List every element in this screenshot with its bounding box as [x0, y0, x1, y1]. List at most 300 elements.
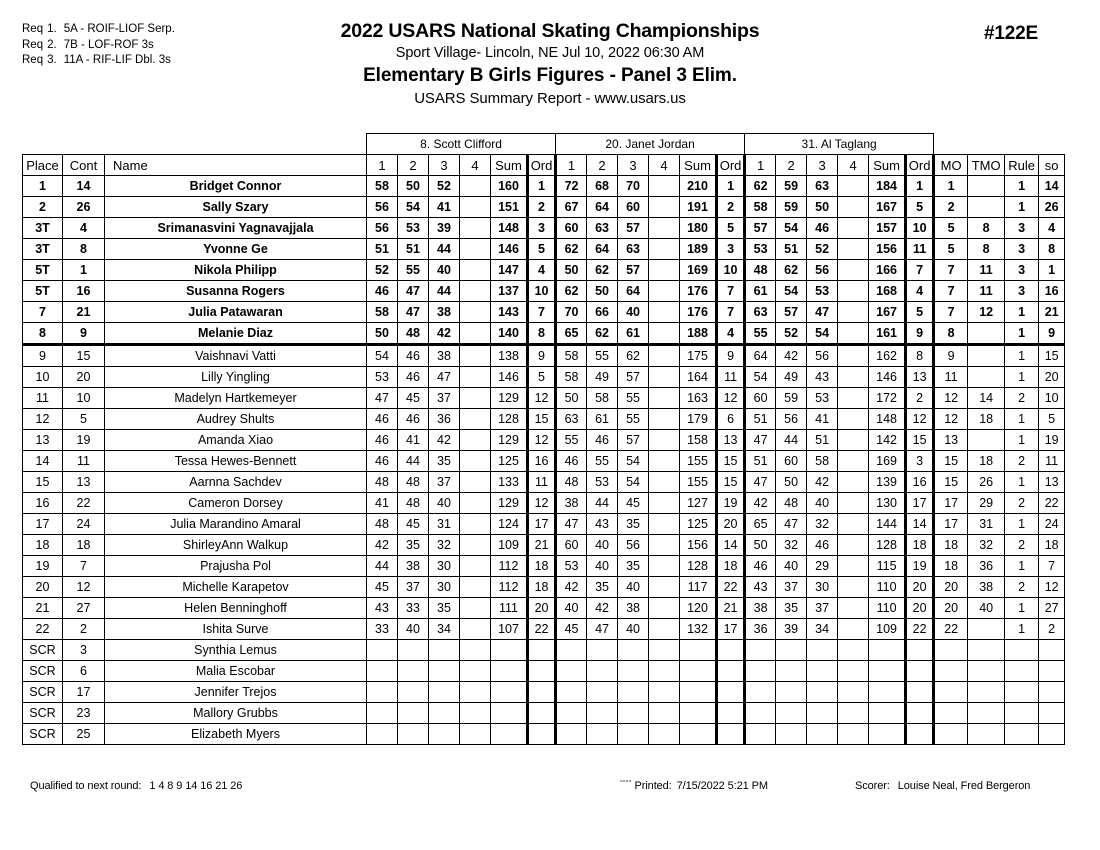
cell-place: SCR: [23, 724, 63, 745]
cell-judge3-fig2: 51: [776, 239, 807, 260]
cell-mo: [934, 682, 968, 703]
cell-judge1-fig2: 46: [398, 409, 429, 430]
cell-place: 1: [23, 176, 63, 197]
cell-judge1-sum: 148: [491, 218, 528, 239]
table-row: [23, 724, 1065, 745]
cell-judge1-ord: 8: [528, 323, 556, 345]
cell-judge1-fig2: 55: [398, 260, 429, 281]
column-header-place: Place: [23, 155, 63, 176]
cell-place: 12: [23, 409, 63, 430]
column-header-j3-sum: Sum: [869, 155, 906, 176]
cell-place: 20: [23, 577, 63, 598]
cell-judge1-fig3: 30: [429, 556, 460, 577]
requirement-number: 2.: [47, 38, 57, 51]
column-header-j3-ord: Ord: [906, 155, 934, 176]
cell-judge2-fig1: 42: [556, 577, 587, 598]
cell-place: 19: [23, 556, 63, 577]
cell-judge2-ord: 22: [717, 577, 745, 598]
cell-tmo: [968, 323, 1005, 345]
cell-tmo: 36: [968, 556, 1005, 577]
cell-rule: 3: [1005, 218, 1039, 239]
cell-mo: 18: [934, 556, 968, 577]
cell-judge3-fig1: [745, 724, 776, 745]
cell-judge3-fig1: 64: [745, 345, 776, 367]
cell-judge3-ord: 14: [906, 514, 934, 535]
column-header-name: Name: [105, 155, 367, 176]
cell-tmo: 18: [968, 451, 1005, 472]
cell-judge2-fig4: [649, 239, 680, 260]
cell-cont: 22: [63, 493, 105, 514]
cell-judge3-fig1: 50: [745, 535, 776, 556]
table-row: [23, 345, 1065, 367]
cell-judge2-ord: [717, 640, 745, 661]
cell-mo: 1: [934, 176, 968, 197]
cell-judge2-fig3: [618, 640, 649, 661]
cell-judge2-fig2: 40: [587, 535, 618, 556]
cell-so: 7: [1039, 556, 1065, 577]
cell-judge3-fig1: 47: [745, 430, 776, 451]
cell-judge2-ord: 7: [717, 302, 745, 323]
cell-judge2-sum: 188: [680, 323, 717, 345]
cell-judge3-fig3: 34: [807, 619, 838, 640]
cell-so: 2: [1039, 619, 1065, 640]
cell-so: [1039, 724, 1065, 745]
cell-judge1-fig4: [460, 451, 491, 472]
cell-judge2-sum: 155: [680, 472, 717, 493]
cell-judge3-fig4: [838, 367, 869, 388]
cell-so: 4: [1039, 218, 1065, 239]
cell-place: 22: [23, 619, 63, 640]
cell-judge2-sum: 132: [680, 619, 717, 640]
cell-judge1-ord: [528, 640, 556, 661]
cell-judge3-fig4: [838, 682, 869, 703]
cell-judge1-fig1: 44: [367, 556, 398, 577]
cell-judge2-ord: 20: [717, 514, 745, 535]
cell-judge3-sum: 184: [869, 176, 906, 197]
cell-place: 16: [23, 493, 63, 514]
cell-judge1-sum: [491, 682, 528, 703]
cell-judge2-fig3: 55: [618, 388, 649, 409]
cell-judge3-ord: 16: [906, 472, 934, 493]
cell-judge1-fig4: [460, 367, 491, 388]
cell-place: 21: [23, 598, 63, 619]
requirement-text: 7B - LOF-ROF 3s: [63, 38, 154, 51]
cell-judge2-fig4: [649, 703, 680, 724]
cell-name: Vaishnavi Vatti: [105, 345, 367, 367]
event-venue-date: Sport Village- Lincoln, NE Jul 10, 2022 06:30 AM: [395, 45, 705, 61]
cell-judge1-fig4: [460, 345, 491, 367]
cell-rule: 1: [1005, 302, 1039, 323]
cell-tmo: 11: [968, 281, 1005, 302]
cell-judge3-fig2: 60: [776, 451, 807, 472]
cell-judge3-fig3: 56: [807, 260, 838, 281]
cell-judge1-fig2: 33: [398, 598, 429, 619]
cell-judge1-ord: 9: [528, 345, 556, 367]
requirement-label: Req: [22, 54, 44, 66]
cell-rule: 1: [1005, 598, 1039, 619]
cell-judge3-sum: 110: [869, 577, 906, 598]
cell-judge2-fig2: [587, 661, 618, 682]
cell-cont: 15: [63, 345, 105, 367]
requirement-item: [22, 38, 175, 54]
cell-name: ShirleyAnn Walkup: [105, 535, 367, 556]
cell-cont: 13: [63, 472, 105, 493]
cell-judge3-sum: 139: [869, 472, 906, 493]
cell-judge3-fig4: [838, 472, 869, 493]
cell-judge1-sum: 112: [491, 556, 528, 577]
cell-judge2-ord: 3: [717, 239, 745, 260]
cell-judge3-ord: [906, 724, 934, 745]
cell-judge1-fig3: 38: [429, 302, 460, 323]
cell-judge1-sum: [491, 724, 528, 745]
cell-cont: 25: [63, 724, 105, 745]
cell-judge1-ord: 5: [528, 367, 556, 388]
cell-cont: 20: [63, 367, 105, 388]
cell-judge2-fig2: [587, 724, 618, 745]
cell-judge1-fig3: 52: [429, 176, 460, 197]
cell-judge2-fig3: 56: [618, 535, 649, 556]
cell-cont: 27: [63, 598, 105, 619]
cell-so: 8: [1039, 239, 1065, 260]
cell-judge2-sum: 155: [680, 451, 717, 472]
cell-judge2-sum: [680, 724, 717, 745]
cell-judge2-sum: 158: [680, 430, 717, 451]
cell-judge1-fig4: [460, 409, 491, 430]
cell-judge1-sum: [491, 703, 528, 724]
cell-judge1-fig3: 34: [429, 619, 460, 640]
cell-place: SCR: [23, 640, 63, 661]
cell-judge1-fig2: 45: [398, 388, 429, 409]
cell-judge3-fig1: 51: [745, 451, 776, 472]
cell-judge2-fig3: [618, 703, 649, 724]
table-row: [23, 367, 1065, 388]
table-row: [23, 556, 1065, 577]
cell-so: 21: [1039, 302, 1065, 323]
cell-judge2-fig1: [556, 682, 587, 703]
report-subtitle: USARS Summary Report - www.usars.us: [414, 90, 686, 107]
column-header-j2-fig3: 3: [618, 155, 649, 176]
cell-judge2-ord: 4: [717, 323, 745, 345]
cell-judge2-fig3: 57: [618, 260, 649, 281]
cell-judge2-ord: 14: [717, 535, 745, 556]
cell-tmo: [968, 619, 1005, 640]
cell-judge2-fig3: 45: [618, 493, 649, 514]
column-header-j1-fig3: 3: [429, 155, 460, 176]
cell-judge1-fig4: [460, 661, 491, 682]
table-row: [23, 302, 1065, 323]
cell-cont: 26: [63, 197, 105, 218]
judge-3-header: 31. Al Taglang: [745, 134, 934, 155]
cell-so: 11: [1039, 451, 1065, 472]
cell-judge2-ord: [717, 661, 745, 682]
cell-judge2-fig1: 60: [556, 218, 587, 239]
cell-mo: 7: [934, 260, 968, 281]
cell-so: [1039, 703, 1065, 724]
cell-judge1-fig3: 37: [429, 472, 460, 493]
cell-judge1-fig2: [398, 682, 429, 703]
cell-judge1-sum: 137: [491, 281, 528, 302]
cell-judge1-fig1: 46: [367, 430, 398, 451]
cell-judge3-fig3: 58: [807, 451, 838, 472]
cell-judge1-fig2: 53: [398, 218, 429, 239]
cell-rule: 1: [1005, 514, 1039, 535]
cell-judge1-sum: 129: [491, 388, 528, 409]
cell-judge2-fig4: [649, 388, 680, 409]
cell-mo: 5: [934, 218, 968, 239]
cell-judge2-sum: 175: [680, 345, 717, 367]
cell-judge2-fig2: 55: [587, 451, 618, 472]
cell-judge2-sum: 176: [680, 281, 717, 302]
cell-so: 22: [1039, 493, 1065, 514]
cell-judge2-fig4: [649, 577, 680, 598]
cell-cont: 11: [63, 451, 105, 472]
cell-judge3-sum: 167: [869, 302, 906, 323]
cell-name: Tessa Hewes-Bennett: [105, 451, 367, 472]
cell-judge3-sum: 172: [869, 388, 906, 409]
cell-judge1-fig1: 50: [367, 323, 398, 345]
cell-so: 10: [1039, 388, 1065, 409]
table-row: [23, 409, 1065, 430]
cell-judge1-sum: 109: [491, 535, 528, 556]
cell-cont: 1: [63, 260, 105, 281]
cell-judge1-sum: 151: [491, 197, 528, 218]
cell-judge1-fig1: [367, 724, 398, 745]
table-row: [23, 619, 1065, 640]
cell-judge1-fig3: [429, 640, 460, 661]
cell-mo: 22: [934, 619, 968, 640]
cell-name: Mallory Grubbs: [105, 703, 367, 724]
cell-judge2-fig4: [649, 197, 680, 218]
report-footer: [0, 780, 1100, 802]
cell-judge2-fig3: 60: [618, 197, 649, 218]
cell-judge1-fig3: 44: [429, 281, 460, 302]
judge-panel-header-row: [23, 134, 1065, 155]
cell-judge1-ord: 18: [528, 556, 556, 577]
cell-judge3-fig4: [838, 577, 869, 598]
cell-judge2-fig1: 48: [556, 472, 587, 493]
cell-judge3-fig3: [807, 661, 838, 682]
requirement-item: [22, 53, 175, 69]
cell-judge1-fig4: [460, 176, 491, 197]
cell-judge3-fig4: [838, 345, 869, 367]
cell-mo: 8: [934, 323, 968, 345]
cell-judge3-fig1: 57: [745, 218, 776, 239]
cell-judge1-fig1: 46: [367, 281, 398, 302]
table-row: [23, 281, 1065, 302]
printed-mark: ^^^^: [620, 780, 632, 786]
cell-judge2-fig1: 40: [556, 598, 587, 619]
cell-judge1-fig2: 48: [398, 493, 429, 514]
event-name: Elementary B Girls Figures - Panel 3 Elim.: [363, 65, 737, 86]
cell-so: 19: [1039, 430, 1065, 451]
cell-judge1-ord: 3: [528, 218, 556, 239]
cell-rule: 1: [1005, 409, 1039, 430]
cell-judge2-fig1: 70: [556, 302, 587, 323]
cell-judge2-fig2: [587, 640, 618, 661]
cell-judge1-fig3: 47: [429, 367, 460, 388]
cell-rule: [1005, 703, 1039, 724]
cell-judge2-ord: 13: [717, 430, 745, 451]
cell-judge2-sum: 169: [680, 260, 717, 281]
cell-mo: 17: [934, 493, 968, 514]
cell-judge2-fig4: [649, 556, 680, 577]
cell-judge3-fig1: 38: [745, 598, 776, 619]
cell-so: [1039, 640, 1065, 661]
cell-tmo: 8: [968, 218, 1005, 239]
column-header-j1-ord: Ord: [528, 155, 556, 176]
cell-tmo: 31: [968, 514, 1005, 535]
cell-judge2-fig3: [618, 661, 649, 682]
cell-rule: 1: [1005, 323, 1039, 345]
cell-judge3-fig1: 43: [745, 577, 776, 598]
cell-judge2-fig1: 58: [556, 367, 587, 388]
cell-judge2-fig3: 55: [618, 409, 649, 430]
cell-judge3-fig4: [838, 430, 869, 451]
cell-judge3-fig1: 53: [745, 239, 776, 260]
cell-judge1-ord: 21: [528, 535, 556, 556]
cell-judge3-fig4: [838, 323, 869, 345]
cell-judge1-ord: [528, 724, 556, 745]
requirements-list: [22, 22, 175, 69]
cell-judge3-fig2: 59: [776, 176, 807, 197]
cell-judge1-sum: 124: [491, 514, 528, 535]
cell-judge1-fig3: [429, 703, 460, 724]
cell-judge3-ord: 2: [906, 388, 934, 409]
table-row: [23, 640, 1065, 661]
cell-judge3-fig3: 56: [807, 345, 838, 367]
cell-judge3-fig3: 43: [807, 367, 838, 388]
cell-judge1-fig3: [429, 682, 460, 703]
cell-judge2-fig2: 64: [587, 239, 618, 260]
cell-name: Melanie Diaz: [105, 323, 367, 345]
cell-judge2-fig3: 61: [618, 323, 649, 345]
cell-mo: 7: [934, 302, 968, 323]
cell-judge1-ord: 18: [528, 577, 556, 598]
cell-judge3-fig3: 52: [807, 239, 838, 260]
cell-judge2-fig4: [649, 430, 680, 451]
cell-judge2-ord: 2: [717, 197, 745, 218]
cell-judge2-ord: 1: [717, 176, 745, 197]
cell-judge1-fig4: [460, 514, 491, 535]
cell-cont: 17: [63, 682, 105, 703]
cell-judge2-fig2: 42: [587, 598, 618, 619]
table-row: [23, 535, 1065, 556]
cell-judge3-fig3: [807, 640, 838, 661]
cell-judge2-fig4: [649, 281, 680, 302]
cell-judge2-ord: 17: [717, 619, 745, 640]
cell-rule: 1: [1005, 367, 1039, 388]
cell-tmo: [968, 640, 1005, 661]
cell-name: Synthia Lemus: [105, 640, 367, 661]
cell-judge1-fig2: 48: [398, 323, 429, 345]
cell-judge1-fig2: 50: [398, 176, 429, 197]
cell-name: Julia Patawaran: [105, 302, 367, 323]
cell-judge3-fig1: [745, 682, 776, 703]
cell-judge2-ord: 11: [717, 367, 745, 388]
cell-so: 13: [1039, 472, 1065, 493]
cell-judge3-fig2: 62: [776, 260, 807, 281]
cell-judge2-fig2: 61: [587, 409, 618, 430]
cell-judge2-fig4: [649, 345, 680, 367]
cell-judge3-sum: 156: [869, 239, 906, 260]
cell-judge2-fig1: [556, 703, 587, 724]
cell-judge1-fig1: 46: [367, 409, 398, 430]
cell-judge1-fig2: 47: [398, 281, 429, 302]
cell-judge1-fig3: 40: [429, 260, 460, 281]
cell-judge2-sum: 127: [680, 493, 717, 514]
cell-judge1-fig2: 35: [398, 535, 429, 556]
cell-judge1-fig4: [460, 577, 491, 598]
cell-tmo: 32: [968, 535, 1005, 556]
cell-so: 1: [1039, 260, 1065, 281]
cell-judge1-sum: 147: [491, 260, 528, 281]
cell-judge1-fig2: 45: [398, 514, 429, 535]
cell-rule: 1: [1005, 619, 1039, 640]
cell-judge2-fig3: 63: [618, 239, 649, 260]
cell-tmo: [968, 176, 1005, 197]
cell-judge2-fig3: 57: [618, 367, 649, 388]
column-header-j2-fig4: 4: [649, 155, 680, 176]
cell-judge1-sum: 128: [491, 409, 528, 430]
cell-judge3-fig1: 47: [745, 472, 776, 493]
cell-judge1-fig2: 46: [398, 367, 429, 388]
cell-judge1-fig4: [460, 430, 491, 451]
cell-cont: 3: [63, 640, 105, 661]
cell-judge1-fig2: 54: [398, 197, 429, 218]
cell-judge3-fig4: [838, 619, 869, 640]
cell-judge1-fig3: 30: [429, 577, 460, 598]
cell-judge2-fig3: 40: [618, 619, 649, 640]
qualified-list: 1 4 8 9 14 16 21 26: [149, 780, 243, 792]
table-row: [23, 323, 1065, 345]
cell-judge3-fig1: 60: [745, 388, 776, 409]
cell-judge3-fig4: [838, 218, 869, 239]
cell-judge2-fig3: 57: [618, 430, 649, 451]
cell-judge1-fig2: 40: [398, 619, 429, 640]
cell-judge2-fig1: 50: [556, 260, 587, 281]
requirement-item: [22, 22, 175, 38]
cell-judge1-fig3: 32: [429, 535, 460, 556]
cell-name: Susanna Rogers: [105, 281, 367, 302]
cell-judge2-sum: 120: [680, 598, 717, 619]
cell-place: SCR: [23, 682, 63, 703]
cell-judge3-fig1: 42: [745, 493, 776, 514]
cell-judge1-fig2: [398, 724, 429, 745]
cell-judge3-fig1: 58: [745, 197, 776, 218]
requirement-number: 3.: [47, 54, 57, 66]
cell-judge2-fig4: [649, 724, 680, 745]
table-row: [23, 577, 1065, 598]
cell-judge2-fig2: 40: [587, 556, 618, 577]
cell-rule: 1: [1005, 176, 1039, 197]
cell-judge2-fig2: 53: [587, 472, 618, 493]
cell-judge2-fig4: [649, 409, 680, 430]
table-row: [23, 197, 1065, 218]
cell-judge2-sum: [680, 682, 717, 703]
cell-judge1-fig3: 44: [429, 239, 460, 260]
cell-judge3-fig4: [838, 409, 869, 430]
cell-cont: 23: [63, 703, 105, 724]
spacer-cell: [968, 134, 1005, 155]
cell-judge2-sum: 163: [680, 388, 717, 409]
cell-rule: [1005, 661, 1039, 682]
cell-judge1-fig1: [367, 661, 398, 682]
cell-judge2-fig3: [618, 724, 649, 745]
cell-place: 5T: [23, 260, 63, 281]
cell-judge1-ord: 11: [528, 472, 556, 493]
cell-judge2-fig2: 62: [587, 260, 618, 281]
column-header-mo: MO: [934, 155, 968, 176]
